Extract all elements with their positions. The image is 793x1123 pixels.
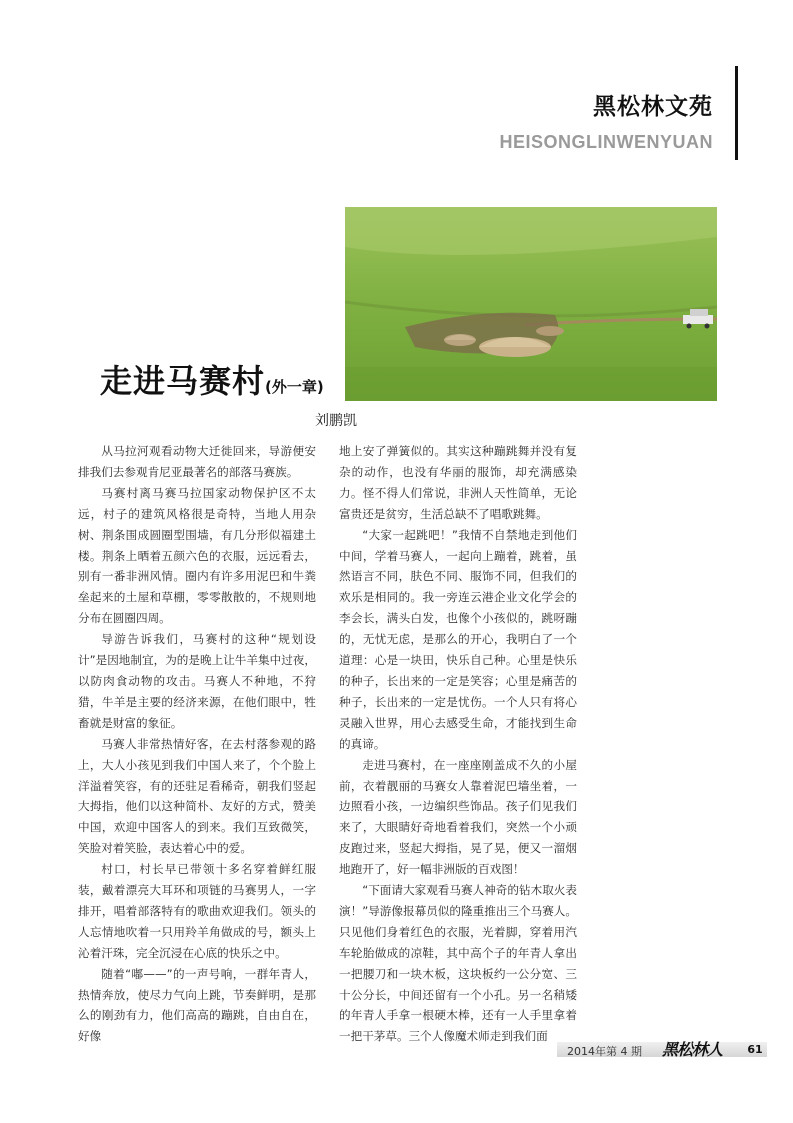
header-divider [735,66,738,160]
article-title-suffix: (外一章) [265,378,324,396]
paragraph: 马赛人非常热情好客，在去村落参观的路上，大人小孩见到我们中国人来了，个个脸上洋溢着笑容，有的还驻足看稀奇，朝我们竖起大拇指，他们以这种简朴、友好的方式，赞美中国，欢迎中国客人的到来。我们互致微笑，笑脸对着笑脸，表达着心中的爱。 [78,736,316,856]
magazine-logo: 黑松林人 [662,1040,723,1059]
paragraph: 村口，村长早已带领十多名穿着鲜红服装，戴着漂亮大耳环和项链的马赛男人，一字排开，唱着部落特有的歌曲欢迎我们。领头的人忘情地吹着一只用羚羊角做成的号，额头上沁着汗珠，完全沉浸在心底的快乐之中。 [78,862,316,960]
article-column-right [339,441,577,1047]
paragraph: 从马拉河观看动物大迁徙回来，导游便安排我们去参观肯尼亚最著名的部落马赛族。 [78,444,316,479]
issue-label: 2014年第 4 期 [567,1045,642,1058]
article-column-left [78,441,316,1047]
paragraph-continued: 地上安了弹簧似的。其实这种蹦跳舞并没有复杂的动作，也没有华丽的服饰，却充满感染力。怪不得人们常说，非洲人天性简单，无论富贵还是贫穷，生活总缺不了唱歌跳舞。 [339,444,577,521]
section-subtitle: HEISONGLINWENYUAN [499,132,713,152]
village-photo-illustration [345,207,717,401]
paragraph: 导游告诉我们，马赛村的这种“规划设计”是因地制宜，为的是晚上让牛羊集中过夜，以防肉食动物的攻击。马赛人不种地，不狩猎，牛羊是主要的经济来源，在他们眼中，牲畜就是财富的象征。 [78,632,316,730]
paragraph: “大家一起跳吧！”我情不自禁地走到他们中间，学着马赛人，一起向上蹦着，跳着，虽然语言不同，肤色不同、服饰不同，但我们的欢乐是相同的。我一旁连云港企业文化学会的李会长，满头白发，也像个小孩似的，跳呀蹦的，无忧无虑，是那么的开心，我明白了一个道理：心是一块田，快乐自己种。心里是快乐的种子，长出来的一定是笑容；心里是痛苦的种子，长出来的一定是忧伤。一个人只有将心灵融入世界，用心去感受生命，才能找到生命的真谛。 [339,527,577,751]
landscape-photo [345,207,717,401]
paragraph: 随着“嘟——”的一声号响，一群年青人，热情奔放，使尽力气向上跳，节奏鲜明，是那么的刚劲有力，他们高高的蹦跳，自由自在，好像 [78,966,316,1044]
paragraph: 走进马赛村，在一座座刚盖成不久的小屋前，衣着靓丽的马赛女人靠着泥巴墙坐着，一边照看小孩，一边编织些饰品。孩子们见我们来了，大眼睛好奇地看着我们，突然一个小顽皮跑过来，竖起大拇指，晃了晃，便又一溜烟地跑开了，好一幅非洲版的百戏图！ [339,757,577,877]
page-number: 61 [747,1043,763,1056]
paragraph: “下面请大家观看马赛人神奇的钻木取火表演！”导游像报幕员似的隆重推出三个马赛人。只见他们身着红色的衣服，光着脚，穿着用汽车轮胎做成的凉鞋，其中高个子的年青人拿出一把腰刀和一块木板，这块板约一公分宽、三十公分长，中间还留有一个小孔。另一名稍矮的年青人手拿一根硬木棒，还有一人手里拿着一把干茅草。三个人像魔术师走到我们面 [339,883,577,1044]
article-title [100,356,324,402]
paragraph: 马赛村离马赛马拉国家动物保护区不太远，村子的建筑风格很是奇特，当地人用杂树、荆条围成圆圈型围墙，有几分形似福建土楼。荆条上晒着五颜六色的衣服，远远看去，别有一番非洲风情。圈内有许多用泥巴和牛粪垒起来的土屋和草棚，零零散散的，不规则地分布在圆圈四周。 [78,485,316,626]
article-title-main: 走进马赛村 [100,362,266,400]
section-title: 黑松林文苑 [593,94,713,120]
author-name: 刘鹏凯 [315,413,357,429]
